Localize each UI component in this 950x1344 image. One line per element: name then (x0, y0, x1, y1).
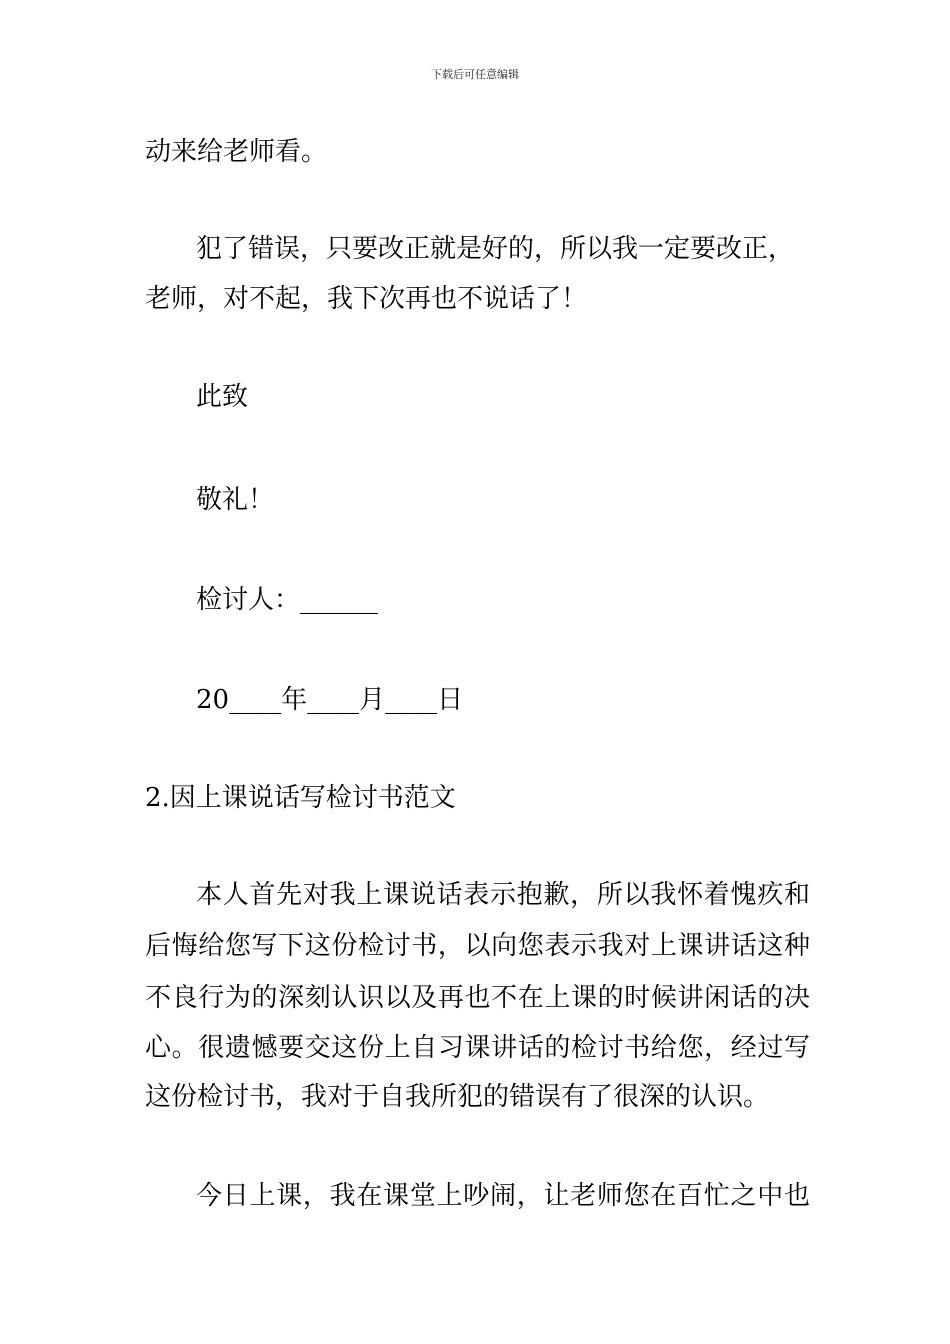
text-line: 犯了错误，只要改正就是好的，所以我一定要改正， (196, 234, 795, 264)
page-header: 下载后可任意编辑 (431, 68, 519, 81)
text-line: 此致 (196, 382, 249, 412)
text-line: 20____年____月____日 (196, 685, 464, 715)
section-heading: 2.因上课说话写检讨书范文 (145, 783, 456, 813)
text-line: 今日上课，我在课堂上吵闹，让老师您在百忙之中也 (196, 1181, 810, 1211)
text-line: 检讨人：______ (196, 585, 379, 615)
text-line: 敬礼！ (196, 485, 275, 515)
text-line: 不良行为的深刻认识以及再也不在上课的时候讲闲话的决 (145, 983, 810, 1013)
text-line: 后悔给您写下这份检讨书，以向您表示我对上课讲话这种 (145, 931, 810, 961)
text-line: 老师，对不起，我下次再也不说话了！ (145, 284, 588, 314)
text-line: 动来给老师看。 (145, 137, 328, 167)
text-line: 这份检讨书，我对于自我所犯的错误有了很深的认识。 (145, 1082, 770, 1112)
text-line: 心。很遗憾要交这份上自习课讲话的检讨书给您，经过写 (145, 1033, 810, 1063)
text-line: 本人首先对我上课说话表示抱歉，所以我怀着愧疚和 (196, 880, 810, 910)
